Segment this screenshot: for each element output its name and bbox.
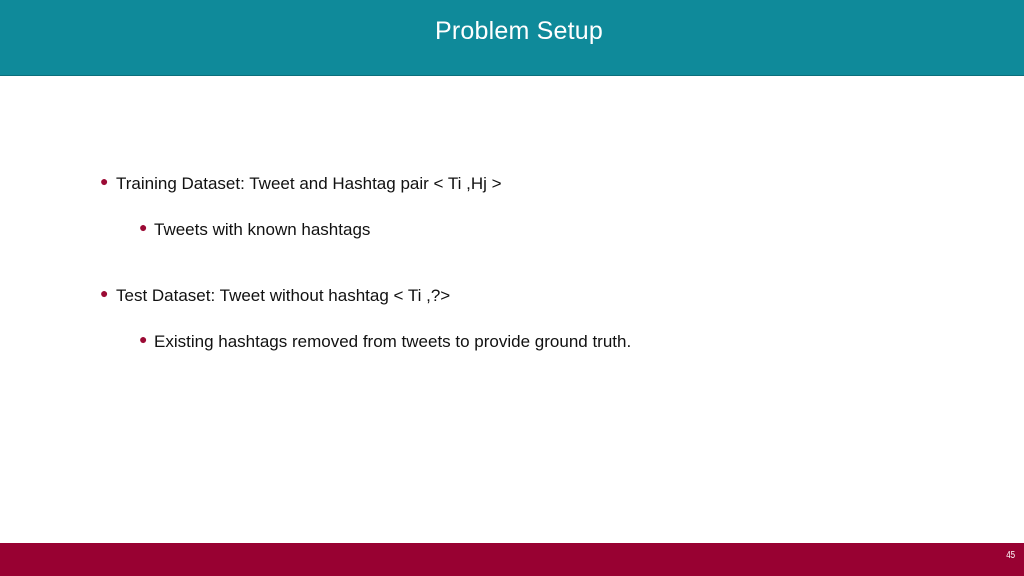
bullet-dot-icon: ● xyxy=(100,285,109,301)
bullet-text: Existing hashtags removed from tweets to provide ground truth. xyxy=(154,332,632,351)
slide-title: Problem Setup xyxy=(435,17,603,45)
bullet-item xyxy=(100,173,502,194)
bullet-item xyxy=(100,285,451,306)
slide-footer xyxy=(0,543,1024,576)
sub-bullet-item xyxy=(139,219,371,240)
bullet-dot-icon: ● xyxy=(139,219,148,235)
bullet-dot-icon: ● xyxy=(139,331,148,347)
bullet-text: Training Dataset: Tweet and Hashtag pair < Ti ,Hj > xyxy=(116,174,502,193)
bullet-text: Test Dataset: Tweet without hashtag < Ti ,?> xyxy=(116,286,451,305)
page-number: 45 xyxy=(1006,550,1015,561)
sub-bullet-item xyxy=(139,331,632,352)
bullet-dot-icon: ● xyxy=(100,173,109,189)
slide-header xyxy=(0,0,1024,76)
bullet-text: Tweets with known hashtags xyxy=(154,220,371,239)
